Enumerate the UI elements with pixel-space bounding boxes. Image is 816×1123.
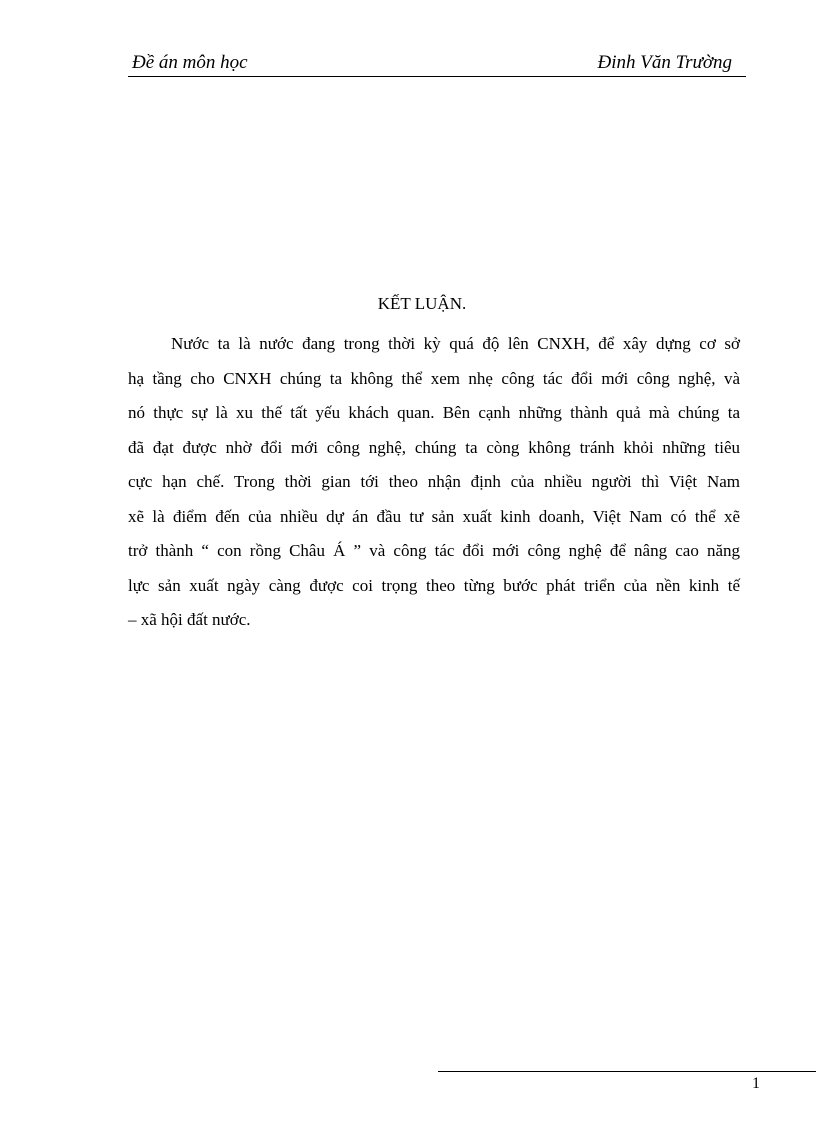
paragraph-line: lực sản xuất ngày càng được coi trọng theo từng bước phát triển của nền kinh tế [128, 575, 740, 595]
footer-divider [438, 1071, 816, 1072]
paragraph-line: trở thành “ con rồng Châu Á ” và công tác đổi mới công nghệ để nâng cao năng [128, 541, 740, 560]
header-author-name: Đinh Văn Trường [597, 52, 732, 73]
header-course-title: Đề án môn học [132, 52, 248, 73]
paragraph-line: cực hạn chế. Trong thời gian tới theo nhận định của nhiều người thì Việt Nam [128, 472, 740, 491]
paragraph-line: đã đạt được nhờ đổi mới công nghệ, chúng ta còng không tránh khỏi những tiêu [128, 437, 740, 457]
body-paragraph [128, 327, 740, 638]
page-number: 1 [752, 1075, 760, 1092]
paragraph-line: hạ tầng cho CNXH chúng ta không thể xem nhẹ công tác đổi mới công nghệ, và [128, 368, 740, 388]
page-header [128, 50, 746, 77]
paragraph-line: Nước ta là nước đang trong thời kỳ quá độ lên CNXH, để xây dựng cơ sở [171, 334, 740, 353]
paragraph-line: xẽ là điểm đến của nhiều dự án đầu tư sản xuất kinh doanh, Việt Nam có thể xẽ [128, 506, 740, 526]
section-title: KẾT LUẬN. [377, 294, 467, 313]
paragraph-line: – xã hội đất nước. [128, 610, 251, 629]
paragraph-line: nó thực sự là xu thế tất yếu khách quan. Bên cạnh những thành quả mà chúng ta [128, 403, 740, 422]
